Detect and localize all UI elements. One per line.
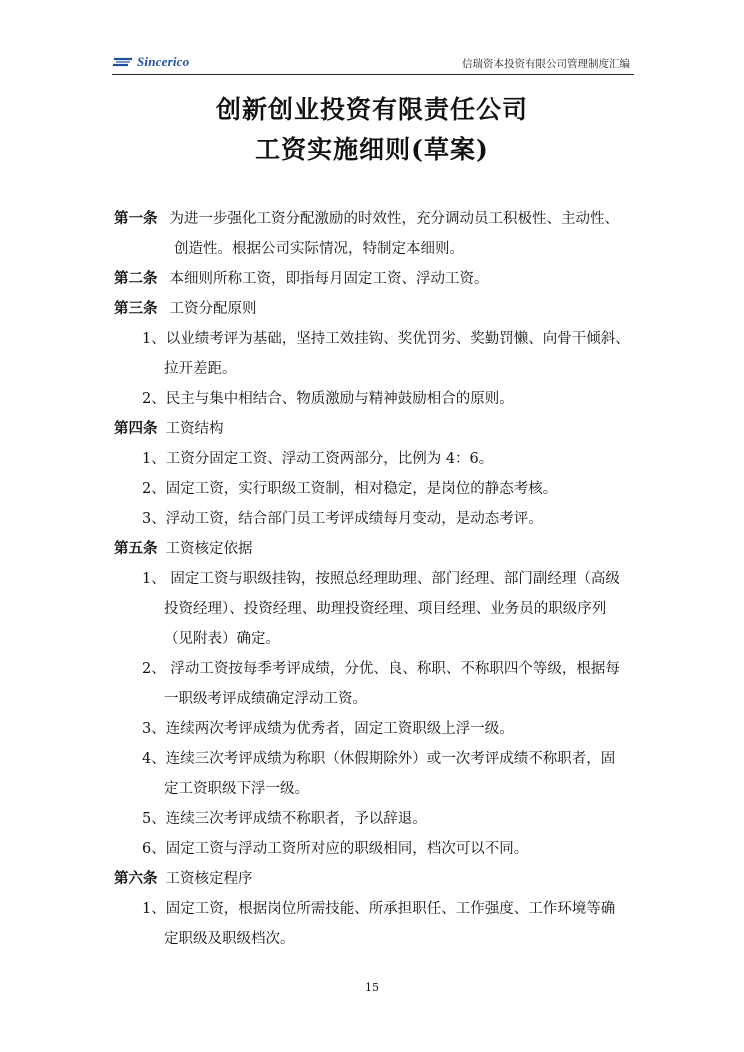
article-text: 工资核定依据 xyxy=(165,541,253,557)
clause-line: 6、固定工资与浮动工资所对应的职级相同，档次可以不同。 xyxy=(142,841,529,857)
clause-line: 1、固定工资，根据岗位所需技能、所承担职任、工作强度、工作环境等确 xyxy=(142,901,616,917)
clause-line: 1、 固定工资与职级挂钩，按照总经理助理、部门经理、部门副经理（高级 xyxy=(142,571,620,587)
clause-line: 3、浮动工资，结合部门员工考评成绩每月变动，是动态考评。 xyxy=(142,511,543,527)
document-series-title: 信瑞资本投资有限公司管理制度汇编 xyxy=(462,58,630,70)
clause-line: 2、固定工资，实行职级工资制，相对稳定，是岗位的静态考核。 xyxy=(142,481,558,497)
logo-mark-icon xyxy=(112,56,134,68)
page-header xyxy=(112,52,634,75)
clause-line: 投资经理）、投资经理、助理投资经理、项目经理、业务员的职级序列 xyxy=(164,601,607,617)
article-label: 第一条 xyxy=(114,210,158,227)
article-5-heading xyxy=(114,542,253,557)
article-text: 工资核定程序 xyxy=(165,871,253,887)
article-1-line-2: 创造性。根据公司实际情况，特制定本细则。 xyxy=(174,241,464,257)
article-6-heading xyxy=(114,872,253,887)
clause-line: 一职级考评成绩确定浮动工资。 xyxy=(164,691,367,707)
article-2-line-1 xyxy=(114,272,489,287)
logo-text: Sincerico xyxy=(137,54,190,69)
article-text: 工资分配原则 xyxy=(169,301,257,317)
article-label: 第六条 xyxy=(114,870,158,887)
article-3-heading xyxy=(114,302,257,317)
article-text: 工资结构 xyxy=(165,421,224,437)
clause-line: 2、 浮动工资按每季考评成绩，分优、良、称职、不称职四个等级，根据每 xyxy=(142,661,620,677)
article-1-line-1 xyxy=(114,212,619,227)
article-label: 第五条 xyxy=(114,540,158,557)
article-label: 第二条 xyxy=(114,270,158,287)
document-title-subject: 工资实施细则(草案) xyxy=(255,135,489,164)
page-number: 15 xyxy=(365,981,379,994)
clause-line: 5、连续三次考评成绩不称职者，予以辞退。 xyxy=(142,811,427,827)
article-text: 为进一步强化工资分配激励的时效性，充分调动员工积极性、主动性、 xyxy=(169,211,619,227)
company-logo xyxy=(112,52,189,72)
article-text: 本细则所称工资，即指每月固定工资、浮动工资。 xyxy=(169,271,489,287)
clause-line: 4、连续三次考评成绩为称职（休假期除外）或一次考评成绩不称职者，固 xyxy=(142,751,616,767)
clause-line: 2、民主与集中相结合、物质激励与精神鼓励相合的原则。 xyxy=(142,391,514,407)
article-label: 第四条 xyxy=(114,420,158,437)
article-label: 第三条 xyxy=(114,300,158,317)
clause-line: 1、以业绩考评为基础，坚持工效挂钩、奖优罚劣、奖勤罚懒、向骨干倾斜、 xyxy=(142,331,630,347)
document-title-company: 创新创业投资有限责任公司 xyxy=(215,95,528,124)
article-4-heading xyxy=(114,422,224,437)
clause-line: 定职级及职级档次。 xyxy=(164,931,295,947)
clause-line: 定工资职级下浮一级。 xyxy=(164,781,309,797)
clause-line: （见附表）确定。 xyxy=(164,631,280,647)
clause-line: 拉开差距。 xyxy=(164,361,237,377)
clause-line: 3、连续两次考评成绩为优秀者，固定工资职级上浮一级。 xyxy=(142,721,514,737)
clause-line: 1、工资分固定工资、浮动工资两部分，比例为 4：6。 xyxy=(142,451,494,467)
